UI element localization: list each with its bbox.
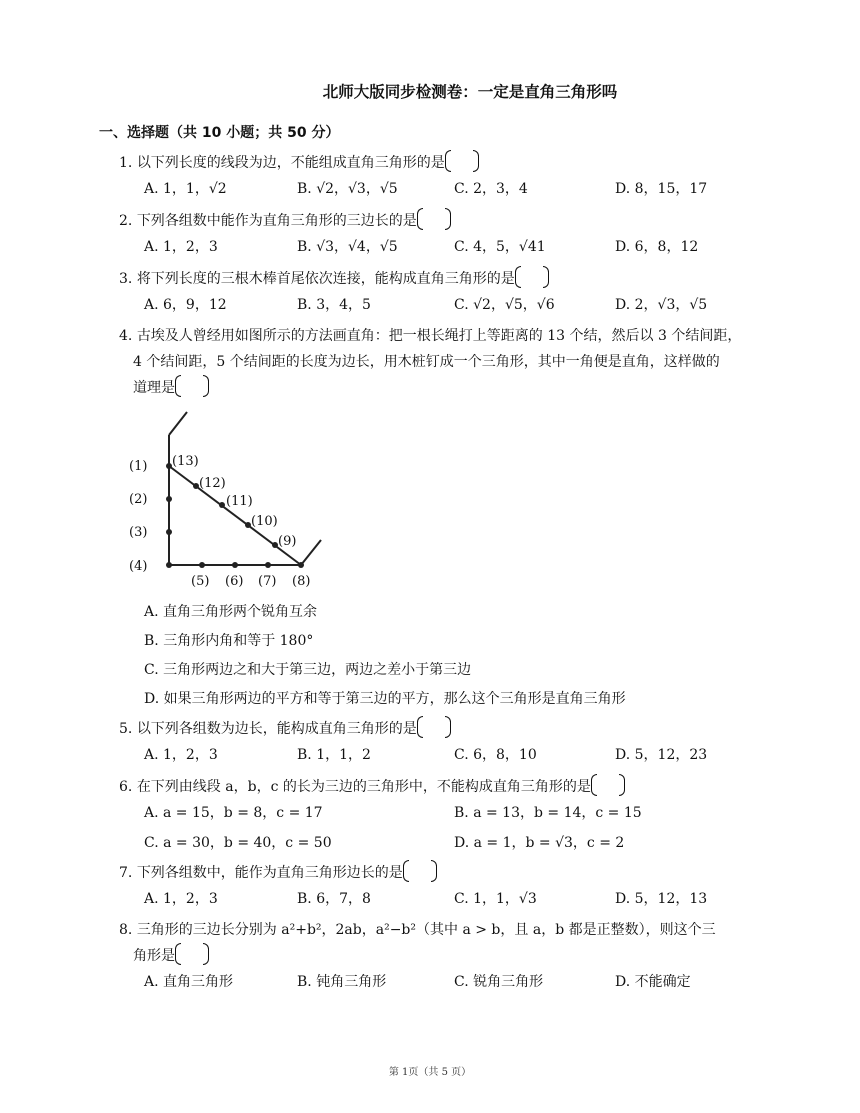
label-4: (4)	[129, 559, 148, 574]
egyptian-rope-figure	[129, 410, 339, 590]
page-title: 北师大版同步检测卷：一定是直角三角形吗	[322, 83, 618, 101]
answer-blank[interactable]	[175, 377, 213, 395]
answer-blank[interactable]	[175, 945, 213, 963]
label-12: (12)	[199, 476, 226, 491]
question-number: 3.	[119, 271, 133, 287]
rope-end-top	[169, 412, 187, 435]
option-a[interactable]: A. a = 15，b = 8，c = 17	[144, 805, 323, 821]
label-5: (5)	[191, 574, 210, 589]
knot-3	[166, 529, 172, 535]
option-a[interactable]: A. 6，9，12	[144, 297, 227, 313]
question-number: 4.	[119, 328, 133, 344]
knot-8	[298, 562, 304, 568]
answer-blank[interactable]	[417, 210, 455, 228]
option-b[interactable]: B. 1，1，2	[297, 747, 371, 763]
knot-2	[166, 496, 172, 502]
option-c[interactable]: C. a = 30，b = 40，c = 50	[144, 835, 332, 851]
question-stem: 以下列长度的线段为边，不能组成直角三角形的是	[136, 155, 445, 171]
question-8	[119, 917, 779, 997]
option-c[interactable]: C. 6，8，10	[454, 747, 537, 763]
label-2: (2)	[129, 492, 148, 507]
option-c[interactable]: C. 2，3，4	[454, 181, 528, 197]
label-9: (9)	[278, 534, 297, 549]
label-10: (10)	[251, 514, 278, 529]
option-a[interactable]: A. 1，2，3	[144, 891, 218, 907]
answer-blank[interactable]	[403, 862, 441, 880]
option-a[interactable]: A. 1，1，√2	[144, 181, 227, 197]
question-stem-line-3: 道理是	[133, 380, 175, 396]
question-number: 1.	[119, 155, 133, 171]
option-c[interactable]: C. 锐角三角形	[454, 974, 544, 990]
label-7: (7)	[258, 574, 277, 589]
option-b[interactable]: B. 三角形内角和等于 180°	[144, 633, 314, 649]
option-d[interactable]: D. 不能确定	[615, 974, 691, 990]
label-11: (11)	[226, 494, 253, 509]
question-stem-line-2: 4 个结间距，5 个结间距的长度为边长，用木桩钉成一个三角形，其中一角便是直角，这样做的	[133, 354, 720, 370]
question-number: 2.	[119, 213, 133, 229]
knot-5	[199, 562, 205, 568]
question-stem: 将下列长度的三根木棒首尾依次连接，能构成直角三角形的是	[136, 271, 515, 287]
option-a[interactable]: A. 1，2，3	[144, 747, 218, 763]
knot-11	[219, 502, 225, 508]
page-footer: 第 1页（共 5 页）	[388, 1067, 472, 1078]
knot-4	[166, 562, 172, 568]
option-c[interactable]: C. 三角形两边之和大于第三边，两边之差小于第三边	[144, 662, 472, 678]
answer-blank[interactable]	[591, 776, 629, 794]
rope-end-right	[301, 540, 321, 565]
label-8: (8)	[292, 574, 311, 589]
answer-blank[interactable]	[417, 718, 455, 736]
question-stem-line-1: 古埃及人曾经用如图所示的方法画直角：把一根长绳打上等距离的 13 个结，然后以 3 个结间距，	[136, 328, 742, 344]
label-3: (3)	[129, 525, 148, 540]
question-4	[119, 323, 779, 401]
question-stem: 下列各组数中能作为直角三角形的三边长的是	[136, 213, 417, 229]
knot-7	[265, 562, 271, 568]
question-number: 8.	[119, 922, 133, 938]
option-b[interactable]: B. 6，7，8	[297, 891, 371, 907]
option-b[interactable]: B. a = 13，b = 14，c = 15	[454, 805, 642, 821]
option-c[interactable]: C. 4，5，√41	[454, 239, 546, 255]
option-b[interactable]: B. 钝角三角形	[297, 974, 387, 990]
option-d[interactable]: D. 2，√3，√5	[615, 297, 708, 313]
question-number: 6.	[119, 779, 133, 795]
question-2	[119, 208, 769, 262]
question-number: 5.	[119, 721, 133, 737]
option-d[interactable]: D. 6，8，12	[615, 239, 699, 255]
label-13: (13)	[172, 454, 199, 469]
option-b[interactable]: B. √3，√4，√5	[297, 239, 398, 255]
option-d[interactable]: D. 5，12，13	[615, 891, 708, 907]
option-a[interactable]: A. 1，2，3	[144, 239, 218, 255]
option-b[interactable]: B. √2，√3，√5	[297, 181, 398, 197]
question-number: 7.	[119, 865, 133, 881]
option-a[interactable]: A. 直角三角形两个锐角互余	[144, 604, 318, 620]
answer-blank[interactable]	[515, 268, 553, 286]
question-stem: 以下列各组数为边长，能构成直角三角形的是	[136, 721, 417, 737]
option-b[interactable]: B. 3，4，5	[297, 297, 371, 313]
option-c[interactable]: C. 1，1，√3	[454, 891, 537, 907]
label-1: (1)	[129, 459, 148, 474]
question-stem: 在下列由线段 a，b，c 的长为三边的三角形中，不能构成直角三角形的是	[136, 779, 591, 795]
option-d[interactable]: D. 8，15，17	[615, 181, 708, 197]
question-3	[119, 266, 769, 320]
option-d[interactable]: D. 5，12，23	[615, 747, 708, 763]
question-stem-line-1: 三角形的三边长分别为 a²+b²，2ab，a²−b²（其中 a > b，且 a，b 都是正整数），则这个三	[136, 922, 716, 938]
answer-blank[interactable]	[445, 152, 483, 170]
question-5	[119, 716, 769, 770]
option-d[interactable]: D. a = 1，b = √3，c = 2	[454, 835, 625, 851]
knot-6	[232, 562, 238, 568]
question-stem-line-2: 角形是	[133, 948, 175, 964]
section-heading: 一、选择题（共 10 小题；共 50 分）	[99, 125, 340, 141]
option-a[interactable]: A. 直角三角形	[144, 974, 234, 990]
option-d[interactable]: D. 如果三角形两边的平方和等于第三边的平方，那么这个三角形是直角三角形	[144, 691, 626, 707]
question-7	[119, 860, 769, 914]
question-stem: 下列各组数中，能作为直角三角形边长的是	[136, 865, 403, 881]
question-1	[119, 150, 769, 204]
label-6: (6)	[225, 574, 244, 589]
hypotenuse	[169, 466, 301, 565]
question-4-options	[119, 598, 769, 714]
option-c[interactable]: C. √2，√5，√6	[454, 297, 555, 313]
question-6	[119, 774, 769, 860]
